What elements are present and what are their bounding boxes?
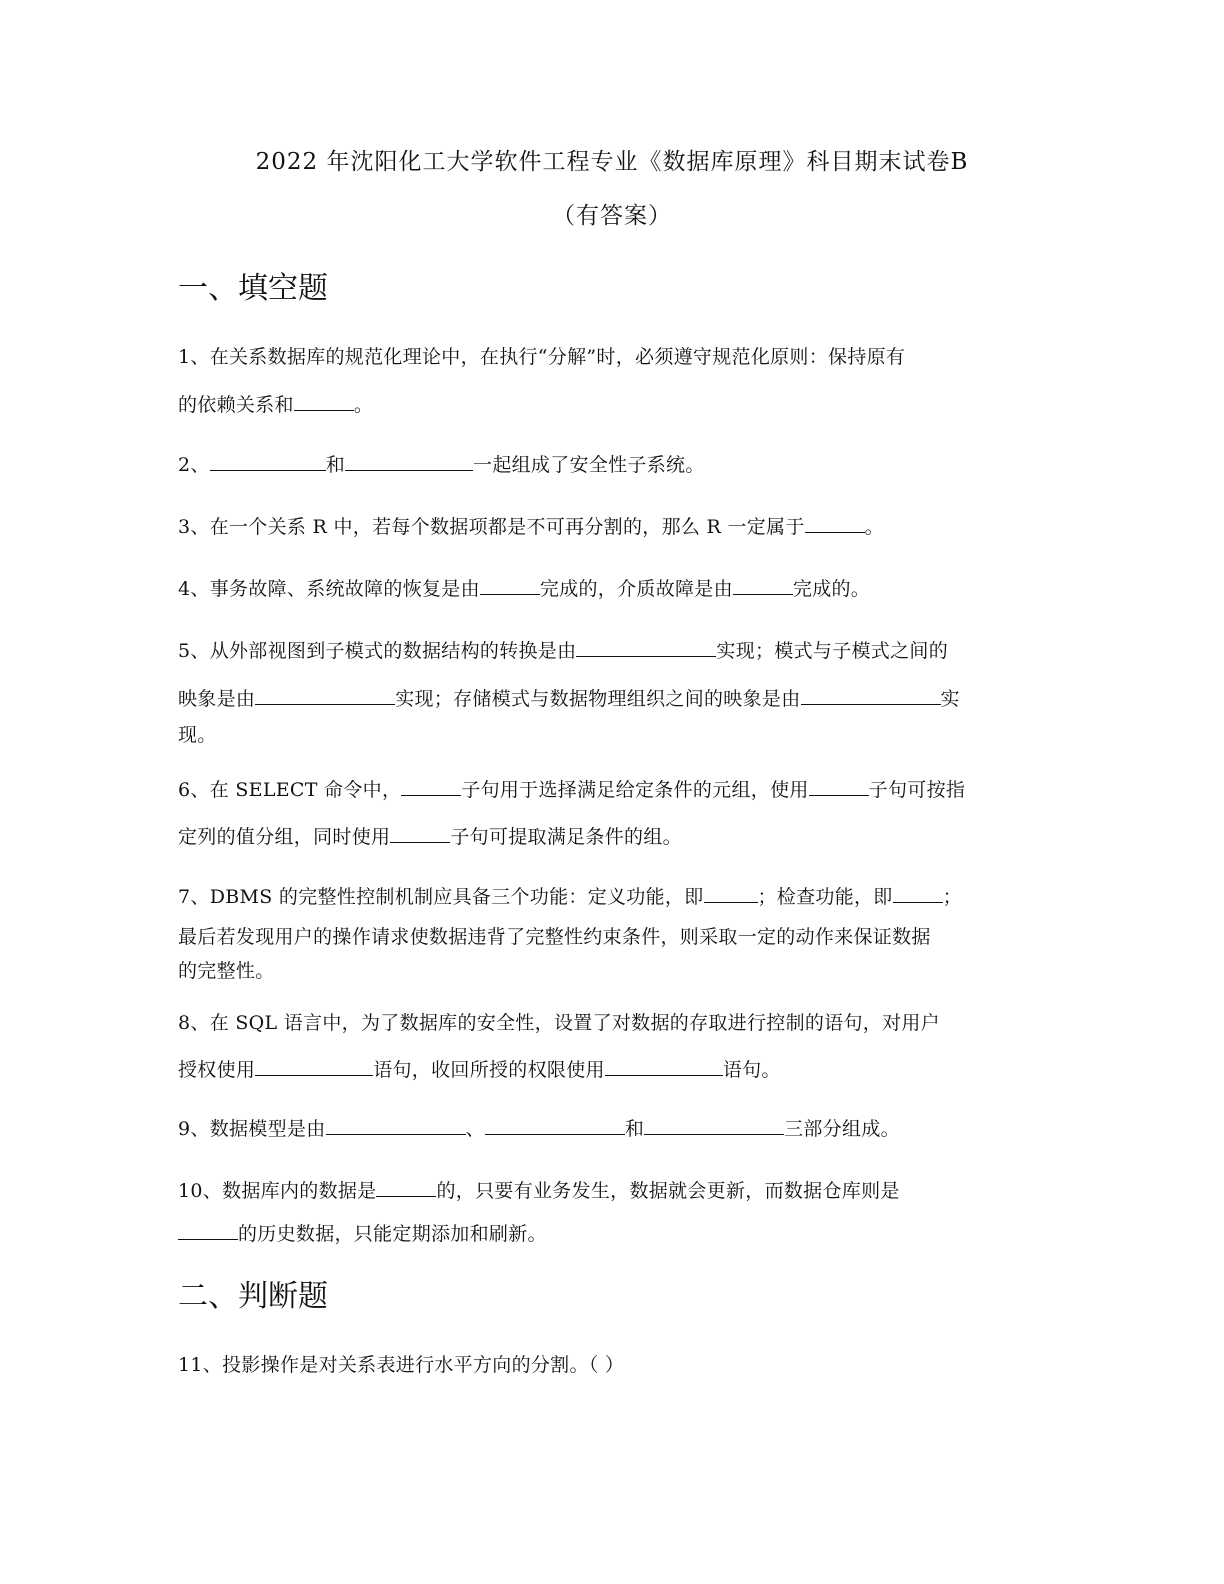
question-3 (178, 512, 884, 539)
q5-text: 5、从外部视图到子模式的数据结构的转换是由 (178, 640, 577, 662)
q5-text: 实现；存储模式与数据物理组织之间的映象是由 (395, 688, 801, 710)
q3-text: 3、在一个关系 R 中，若每个数据项都是不可再分割的，那么 R 一定属于 (178, 516, 805, 538)
question-8-line-1 (178, 1008, 940, 1035)
q6-text: 子句可提取满足条件的组。 (450, 826, 682, 848)
q1-text: 1、在关系数据库的规范化理论中，在执行“分解”时，必须遵守规范化原则：保持原有 (178, 346, 906, 368)
q8-text: 8、在 SQL 语言中，为了数据库的安全性，设置了对数据的存取进行控制的语句，对用户 (178, 1012, 940, 1034)
q10-text: 的，只要有业务发生，数据就会更新，而数据仓库则是 (436, 1180, 900, 1202)
q10-text: 10、数据库内的数据是 (178, 1180, 377, 1202)
question-11 (178, 1350, 624, 1377)
answer-blank (805, 514, 865, 533)
q3-text: 。 (864, 516, 884, 538)
answer-blank (576, 638, 716, 657)
q11-text: 11、投影操作是对关系表进行水平方向的分割。（ ） (178, 1354, 625, 1376)
q6-text: 6、在 SELECT 命令中， (178, 779, 402, 801)
question-10-line-2 (178, 1219, 547, 1246)
answer-blank (485, 1116, 625, 1135)
answer-blank (480, 576, 540, 595)
q8-text: 授权使用 (178, 1059, 256, 1081)
q4-text: 完成的，介质故障是由 (539, 578, 733, 600)
answer-blank (809, 777, 869, 796)
answer-blank (704, 884, 758, 903)
question-6-line-1 (178, 775, 965, 802)
exam-title-note: （有答案） (552, 203, 672, 229)
q5-text: 映象是由 (178, 688, 256, 710)
question-10-line-1 (178, 1176, 900, 1203)
q6-text: 定列的值分组，同时使用 (178, 826, 391, 848)
question-9 (178, 1114, 900, 1141)
q2-text: 和 (325, 454, 346, 476)
section-true-false: 二、判断题 (178, 1279, 328, 1314)
q7-text: 最后若发现用户的操作请求使数据违背了完整性约束条件，则采取一定的动作来保证数据 (178, 926, 931, 948)
question-1-line-2 (178, 390, 373, 417)
answer-blank (401, 777, 461, 796)
question-5-line-2 (178, 684, 960, 711)
answer-blank (801, 686, 941, 705)
answer-blank (345, 452, 473, 471)
q8-text: 语句，收回所授的权限使用 (373, 1059, 605, 1081)
q6-text: 子句可按指 (868, 779, 966, 801)
exam-title: 2022 年沈阳化工大学软件工程专业《数据库原理》科目期末试卷B (255, 149, 969, 175)
q7-text: 的完整性。 (178, 960, 275, 982)
question-4 (178, 574, 870, 601)
question-2 (178, 450, 705, 477)
q10-text: 的历史数据，只能定期添加和刷新。 (238, 1223, 547, 1245)
question-5-line-1 (178, 636, 948, 663)
q7-text: ； (942, 886, 962, 908)
answer-blank (210, 452, 326, 471)
q9-text: 9、数据模型是由 (178, 1118, 326, 1140)
question-6-line-2 (178, 822, 682, 849)
answer-blank (255, 1057, 373, 1076)
q5-text: 实 (940, 688, 960, 710)
answer-blank (893, 884, 943, 903)
question-7-line-1 (178, 882, 962, 909)
section-fill-in-blank: 一、填空题 (178, 271, 328, 306)
q1-text: 的依赖关系和 (178, 394, 294, 416)
question-1-line-1 (178, 342, 905, 369)
question-7-line-3 (178, 956, 275, 983)
q2-text: 一起组成了安全性子系统。 (473, 454, 705, 476)
q7-text: 7、DBMS 的完整性控制机制应具备三个功能：定义功能，即 (178, 886, 704, 908)
answer-blank (390, 824, 450, 843)
q2-text: 2、 (178, 454, 210, 476)
answer-blank (376, 1178, 436, 1197)
q5-text: 实现；模式与子模式之间的 (716, 640, 948, 662)
question-5-line-3 (178, 720, 217, 747)
answer-blank (294, 392, 354, 411)
q4-text: 4、事务故障、系统故障的恢复是由 (178, 578, 480, 600)
q9-text: 和 (624, 1118, 645, 1140)
question-7-line-2 (178, 922, 931, 949)
q8-text: 语句。 (722, 1059, 781, 1081)
q5-text: 现。 (178, 724, 217, 746)
answer-blank (326, 1116, 466, 1135)
question-8-line-2 (178, 1055, 781, 1082)
q9-text: 三部分组成。 (784, 1118, 900, 1140)
answer-blank (255, 686, 395, 705)
q6-text: 子句用于选择满足给定条件的元组，使用 (461, 779, 809, 801)
q4-text: 完成的。 (792, 578, 871, 600)
answer-blank (605, 1057, 723, 1076)
answer-blank (733, 576, 793, 595)
answer-blank (178, 1221, 238, 1240)
q1-text: 。 (353, 394, 374, 416)
q9-text: 、 (465, 1118, 485, 1140)
q7-text: ；检查功能，即 (757, 886, 893, 908)
answer-blank (644, 1116, 784, 1135)
